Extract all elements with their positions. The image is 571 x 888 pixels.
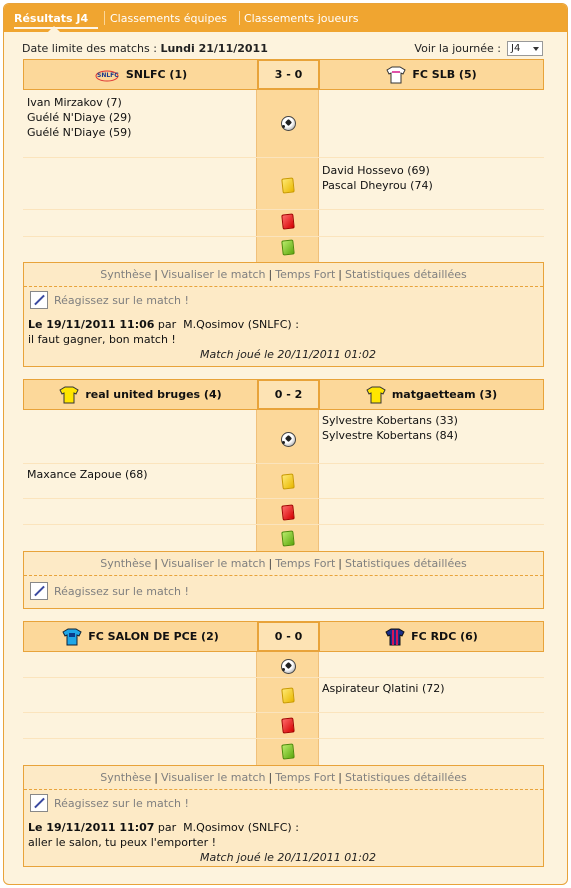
react-label: Réagissez sur le match ! [54,584,189,598]
played-date: Match joué le 20/11/2011 01:02 [200,851,376,864]
away-scorers [322,413,458,443]
comment-text: il faut gagner, bon match ! [28,333,176,346]
link-synthese[interactable]: Synthèse [100,557,152,570]
react-button[interactable] [24,790,543,816]
svg-text:SNLFC: SNLFC [96,71,119,79]
pen-icon [30,794,48,812]
divider [23,236,544,237]
link-temps-fort[interactable]: Temps Fort [275,557,336,570]
match-footer [23,765,544,867]
played-date: Match joué le 20/11/2011 01:02 [200,348,376,361]
divider [23,524,544,525]
round-selector-label: Voir la journée : [414,42,501,55]
divider [23,677,544,678]
link-synthese[interactable]: Synthèse [100,771,152,784]
match-footer [23,262,544,367]
link-statistiques[interactable]: Statistiques détaillées [345,771,467,784]
match-footer [23,551,544,609]
green-card-icon [281,239,295,255]
away-team[interactable] [320,60,543,89]
booked-player: Pascal Dheyrou (74) [322,179,433,192]
results-widget [3,3,568,885]
yellow-card-icon [281,177,295,193]
green-card-icon [281,743,295,759]
pen-icon [30,291,48,309]
score: 0 - 2 [257,379,320,410]
home-team[interactable] [24,60,257,89]
match-header [23,59,544,90]
white-pink-jersey-icon [386,66,406,84]
react-button[interactable] [24,287,543,313]
scorer: Guélé N'Diaye (59) [27,126,132,139]
match-links: Synthèse | Visualiser le match | Temps Fort | Statistiques détaillées [24,263,543,287]
away-team-name: matgaetteam (3) [391,388,498,401]
comment [24,313,543,347]
react-label: Réagissez sur le match ! [54,796,189,810]
away-yellow-cards [322,681,445,696]
round-select-value: J4 [511,43,521,54]
tab-separator [239,11,240,25]
pen-icon [30,582,48,600]
match-header [23,621,544,652]
link-statistiques[interactable]: Statistiques détaillées [345,557,467,570]
link-temps-fort[interactable]: Temps Fort [275,268,336,281]
link-synthese[interactable]: Synthèse [100,268,152,281]
link-visualiser[interactable]: Visualiser le match [161,268,266,281]
match-header [23,379,544,410]
yellow-card-icon [281,687,295,703]
comment-date: Le 19/11/2011 11:07 [28,821,155,834]
home-scorers [27,95,131,140]
scorer: Sylvestre Kobertans (33) [322,414,458,427]
tab-results[interactable]: Résultats J4 [14,12,89,25]
comment [24,816,543,850]
booked-player: Maxance Zapoue (68) [27,468,148,481]
active-tab-pointer [48,26,60,32]
away-yellow-cards [322,163,433,193]
divider [23,712,544,713]
match-card [23,59,544,369]
react-button[interactable] [24,576,543,606]
green-card-icon [281,530,295,546]
score: 0 - 0 [257,621,320,652]
snlfc-logo-icon [94,68,120,82]
round-select[interactable] [507,41,543,56]
comment-author[interactable]: M.Qosimov (SNLFC) : [183,318,299,331]
scorer: Ivan Mirzakov (7) [27,96,122,109]
deadline [22,42,268,55]
away-team-name: FC SLB (5) [412,68,477,81]
away-team-name: FC RDC (6) [411,630,478,643]
deadline-value: Lundi 21/11/2011 [160,42,268,55]
match-links: Synthèse | Visualiser le match | Temps Fort | Statistiques détaillées [24,552,543,576]
tab-team-rankings[interactable]: Classements équipes [110,12,227,25]
home-team-name: FC SALON DE PCE (2) [88,630,219,643]
booked-player: Aspirateur Qlatini (72) [322,682,445,695]
round-selector [414,41,543,56]
comment-par: par [157,318,177,331]
react-label: Réagissez sur le match ! [54,293,189,307]
comment-date: Le 19/11/2011 11:06 [28,318,155,331]
link-temps-fort[interactable]: Temps Fort [275,771,336,784]
yellow-jersey-icon [366,386,386,404]
match-card [23,621,544,871]
comment-par: par [157,821,177,834]
tab-bar [4,4,567,32]
booked-player: David Hossevo (69) [322,164,430,177]
home-team-name: real united bruges (4) [85,388,222,401]
home-team-name: SNLFC (1) [125,68,188,81]
score: 3 - 0 [257,59,320,90]
red-card-icon [281,717,295,733]
chevron-down-icon [533,47,539,51]
yellow-jersey-icon [59,386,79,404]
goal-ball-icon [281,432,296,447]
red-card-icon [281,213,295,229]
match-card [23,379,544,611]
match-links: Synthèse | Visualiser le match | Temps Fort | Statistiques détaillées [24,766,543,790]
comment-author[interactable]: M.Qosimov (SNLFC) : [183,821,299,834]
blue-red-jersey-icon [385,628,405,646]
red-card-icon [281,504,295,520]
deadline-label: Date limite des matchs : [22,42,157,55]
scorer: Guélé N'Diaye (29) [27,111,132,124]
tab-separator [104,11,105,25]
away-team[interactable] [320,622,543,651]
home-team[interactable] [24,380,257,409]
home-team[interactable] [24,622,257,651]
divider [23,498,544,499]
comment-text: aller le salon, tu peux l'emporter ! [28,836,216,849]
goal-ball-icon [281,659,296,674]
blue-jersey-icon [62,628,82,646]
yellow-card-icon [281,473,295,489]
home-yellow-cards [27,467,148,482]
away-team[interactable] [320,380,543,409]
link-statistiques[interactable]: Statistiques détaillées [345,268,467,281]
link-visualiser[interactable]: Visualiser le match [161,771,266,784]
divider [23,463,544,464]
divider [23,209,544,210]
scorer: Sylvestre Kobertans (84) [322,429,458,442]
divider [23,738,544,739]
divider [23,157,544,158]
tab-player-rankings[interactable]: Classements joueurs [244,12,359,25]
goal-ball-icon [281,116,296,131]
link-visualiser[interactable]: Visualiser le match [161,557,266,570]
